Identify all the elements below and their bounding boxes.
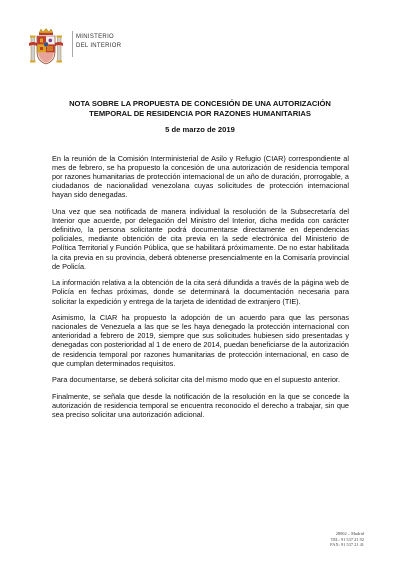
paragraph-3: La información relativa a la obtención de la cita será difundida a través de la página web de Policía en fechas próximas, donde se determinará la documentación necesaria para solicitar la expedición y entrega de la tarjeta de identidad de extranjero (TIE).	[52, 278, 349, 306]
spanish-coat-of-arms-icon	[28, 28, 64, 68]
footer-contact	[330, 531, 364, 548]
document-heading	[50, 99, 350, 135]
title-line-1: NOTA SOBRE LA PROPUESTA DE CONCESIÓN DE UNA AUTORIZACIÓN	[69, 99, 331, 108]
footer-fax: FAX: 91 537 21 41	[330, 542, 364, 548]
footer-address: 28002 – Madrid	[335, 531, 364, 536]
ministry-line-1: MINISTERIO	[76, 34, 115, 40]
title-line-2: TEMPORAL DE RESIDENCIA POR RAZONES HUMANITARIAS	[89, 109, 311, 118]
paragraph-2: Una vez que sea notificada de manera individual la resolución de la Subsecretaría del Interior que acuerde, por delegación del Ministro del Interior, dicha medida con carácter definitivo, la persona solicitante podrá documentarse directamente en dependencias policiales, mediante obtención de cita previa en la sede electrónica del Ministerio de Política Territorial y Función Pública, que se habilitará próximamente. De no estar habilitada la cita previa en su provincia, deberá obtenerse presencialmente en la Comisaría provincial de Policía.	[52, 207, 349, 271]
letterhead	[28, 28, 228, 68]
paragraph-6: Finalmente, se señala que desde la notificación de la resolución en la que se concede la autorización de residencia temporal se encuentra reconocido el derecho a trabajar, sin que sea preciso solicitar una autorización adicional.	[52, 392, 349, 420]
paragraph-4: Asimismo, la CIAR ha propuesto la adopción de un acuerdo para que las personas nacionales de Venezuela a las que se les haya denegado la protección internacional con anterioridad a febrero de 2019, siempre que sus solicitudes hubiesen sido presentadas y denegadas con posterioridad al 1 de enero de 2014, puedan beneficiarse de la autorización de residencia temporal por razones humanitarias de protección internacional, en caso de que cumplan determinados requisitos.	[52, 313, 349, 368]
document-body	[52, 154, 349, 427]
paragraph-5: Para documentarse, se deberá solicitar cita del mismo modo que en el supuesto anterior.	[52, 375, 340, 385]
ministry-rule	[72, 31, 73, 57]
ministry-line-2: DEL INTERIOR	[76, 43, 122, 49]
document-date: 5 de marzo de 2019	[165, 125, 235, 134]
ministry-name	[76, 33, 121, 51]
paragraph-1: En la reunión de la Comisión Interministerial de Asilo y Refugio (CIAR) correspondiente al mes de febrero, se ha propuesto la concesión de una autorización de residencia temporal por razones humanitarias de protección internacional de un año de duración, prorrogable, a ciudadanos de nacionalidad venezolana cuyas solicitudes de protección internacional hayan sido denegadas.	[52, 154, 349, 200]
document-title	[50, 99, 350, 119]
footer-tel: TEL: 91 537 21 92	[330, 536, 364, 542]
